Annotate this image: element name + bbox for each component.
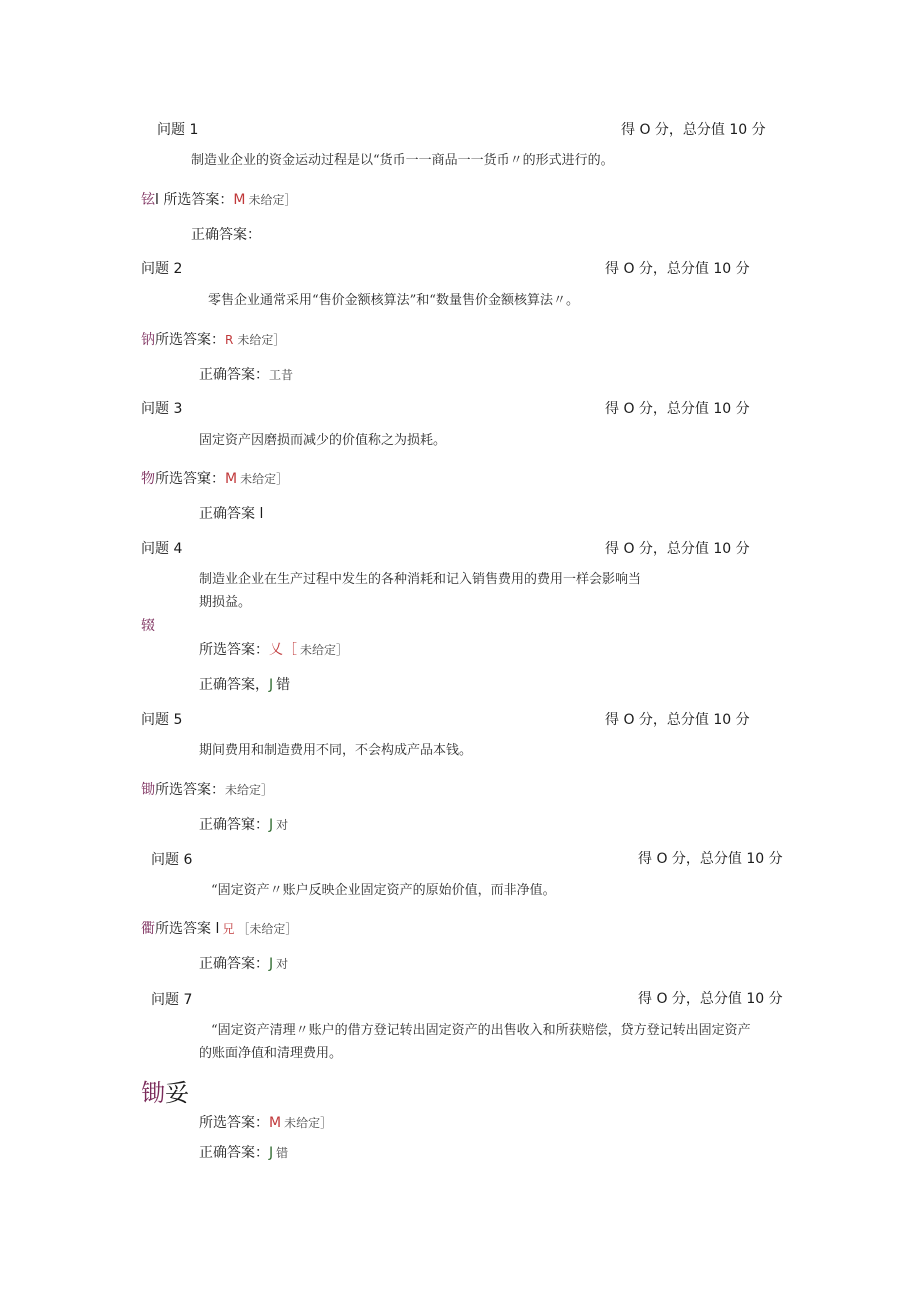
selected-answer-row (141, 329, 285, 349)
correct-answer-value: 对 (276, 818, 289, 832)
correct-answer-row (199, 364, 293, 384)
question-statement-line-1: “固定资产清理〃账户的借方登记转出固定资产的出售收入和所获赔偿，贷方登记转出固定资产 (211, 1023, 751, 1038)
correct-answer-mark: J (269, 956, 274, 972)
question-title: 问题 2 (141, 261, 183, 277)
answer-marker: 铉 (141, 192, 155, 208)
question-statement: 零售企业通常采用“售价金额核算法”和“数量售价金额核算法〃。 (208, 293, 579, 308)
selected-answer-label: l 所选答案： (155, 192, 234, 208)
correct-answer-label: 正确答案 l (199, 506, 264, 522)
question-score: 得 O 分，总分值 10 分 (605, 401, 750, 417)
selected-answer-row (199, 1112, 332, 1132)
answer-marker: 锄 (141, 782, 155, 798)
question-title: 问题 4 (141, 541, 183, 557)
selected-answer-value: 未给定］ (248, 193, 297, 207)
answer-marker: 锄 (141, 1079, 165, 1107)
selected-answer-mark: M (233, 192, 246, 208)
correct-answer-value: 工昔 (269, 368, 294, 382)
question-title: 问题 6 (151, 852, 193, 868)
question-statement: 期间费用和制造费用不同，不会构成产品本钱。 (199, 743, 473, 758)
question-score: 得 O 分，总分值 10 分 (605, 541, 750, 557)
selected-answer-label: 所选答案 l (155, 921, 220, 937)
question-statement-line-2: 期损益。 (199, 595, 252, 610)
correct-answer-label: 正确答窠： (199, 817, 269, 833)
selected-answer-mark: 兄 (222, 922, 235, 936)
selected-answer-row (199, 639, 348, 659)
correct-answer-label: 正确答案： (199, 956, 269, 972)
selected-answer-label: 所选答窠： (155, 471, 225, 487)
selected-answer-mark: R (225, 333, 234, 347)
correct-answer-row (199, 814, 288, 834)
correct-answer-row (199, 1142, 288, 1162)
answer-marker-2: 妥 (165, 1079, 189, 1107)
correct-answer-value: 对 (276, 957, 289, 971)
correct-answer-label: 正确答案， (199, 677, 269, 693)
correct-answer-label: 正确答案： (191, 227, 261, 243)
question-score: 得 O 分，总分值 10 分 (638, 851, 783, 867)
selected-answer-label: 所选答案： (199, 1115, 269, 1131)
selected-answer-value: ［未给定］ (237, 922, 298, 936)
question-statement: 制造业企业的资金运动过程是以“货币一一商品一一货币〃的形式进行的。 (191, 153, 614, 168)
selected-answer-mark: M (269, 1115, 282, 1131)
correct-answer-mark: J (269, 1145, 274, 1161)
question-title: 问题 3 (141, 401, 183, 417)
selected-answer-mark: M (225, 471, 238, 487)
selected-answer-label: 所选答案： (155, 332, 225, 348)
question-score: 得 O 分，总分值 10 分 (621, 122, 766, 138)
selected-answer-row (141, 918, 297, 938)
question-score: 得 O 分，总分值 10 分 (605, 712, 750, 728)
question-score: 得 O 分，总分值 10 分 (638, 991, 783, 1007)
correct-answer-value: 错 (276, 677, 291, 693)
selected-answer-value: 未给定］ (284, 1116, 333, 1130)
question-statement-line-1: 制造业企业在生产过程中发生的各种消耗和记入销售费用的费用一样会影响当 (199, 572, 642, 587)
answer-marker: 辍 (141, 618, 155, 634)
question-title: 问题 5 (141, 712, 183, 728)
question-title: 问题 7 (151, 992, 193, 1008)
correct-answer-label: 正确答案： (199, 367, 269, 383)
answer-marker: 衢 (141, 921, 155, 937)
answer-marker: 钠 (141, 332, 155, 348)
correct-answer-row (191, 224, 261, 244)
selected-answer-value: 未给定］ (225, 783, 274, 797)
correct-answer-row (199, 953, 288, 973)
selected-answer-mark: 乂［ (269, 642, 297, 658)
selected-answer-value: 未给定］ (237, 333, 286, 347)
correct-answer-mark: J (269, 677, 274, 693)
correct-answer-label: 正确答案： (199, 1145, 269, 1161)
selected-answer-label: 所选答案： (199, 642, 269, 658)
answer-marker: 物 (141, 471, 155, 487)
selected-answer-value: 未给定］ (300, 643, 349, 657)
question-score: 得 O 分，总分值 10 分 (605, 261, 750, 277)
question-statement-line-2: 的账面净值和清理费用。 (199, 1046, 343, 1061)
selected-answer-row (141, 779, 273, 799)
selected-answer-value: 未给定］ (240, 472, 289, 486)
correct-answer-row (199, 674, 290, 694)
selected-answer-row (141, 468, 288, 488)
question-statement: 固定资产因磨损而减少的价值称之为损耗。 (199, 433, 447, 448)
correct-answer-mark: J (269, 817, 274, 833)
question-statement: “固定资产〃账户反映企业固定资产的原始价值，而非净值。 (211, 883, 556, 898)
selected-answer-label: 所选答案： (155, 782, 225, 798)
answer-marker-large (141, 1073, 189, 1108)
correct-answer-value: 错 (276, 1146, 289, 1160)
selected-answer-row (141, 189, 296, 209)
question-title: 问题 1 (157, 122, 199, 138)
correct-answer-row (199, 503, 263, 523)
